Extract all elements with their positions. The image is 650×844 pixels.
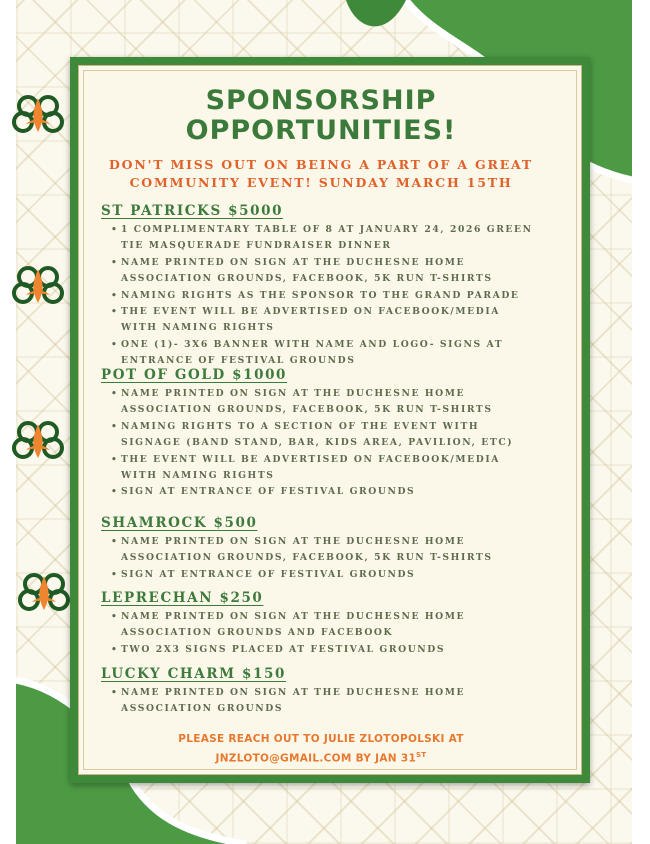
subtitle-line-2: COMMUNITY EVENT! SUNDAY MARCH 15TH (129, 175, 513, 190)
tier-benefits-list (101, 222, 541, 370)
shamrock-fleur-icon (12, 418, 64, 464)
list-item: • THE EVENT WILL BE ADVERTISED ON FACEBOOK/MEDIA WITH NAMING RIGHTS (121, 452, 541, 485)
tier-section-leprechan (101, 587, 541, 658)
list-item: • NAME PRINTED ON SIGN AT THE DUCHESNE HOME ASSOCIATION GROUNDS AND FACEBOOK (121, 609, 541, 642)
tier-section-lucky-charm (101, 663, 541, 718)
tier-heading: SHAMROCK $500 (101, 515, 258, 531)
footer-superscript: ST (416, 751, 427, 759)
list-item: • THE EVENT WILL BE ADVERTISED ON FACEBOOK/MEDIA WITH NAMING RIGHTS (121, 304, 541, 337)
tier-benefits-list (101, 386, 541, 501)
subtitle-line-1: DON'T MISS OUT ON BEING A PART OF A GREAT (109, 157, 533, 172)
list-item: • NAME PRINTED ON SIGN AT THE DUCHESNE HOME ASSOCIATION GROUNDS (121, 685, 541, 718)
title-line-1: SPONSORSHIP (205, 85, 437, 116)
shamrock-fleur-icon (12, 263, 64, 309)
list-item: • 1 COMPLIMENTARY TABLE OF 8 AT JANUARY 24, 2026 GREEN TIE MASQUERADE FUNDRAISER DINNER (121, 222, 541, 255)
list-item: • NAMING RIGHTS TO A SECTION OF THE EVENT WITH SIGNAGE (BAND STAND, BAR, KIDS AREA, PAVILION, ETC) (121, 419, 541, 452)
shamrock-fleur-icon (18, 570, 70, 616)
tier-benefits-list (101, 685, 541, 718)
tier-section-shamrock (101, 512, 541, 583)
contact-footer (101, 731, 541, 767)
green-frame (70, 57, 590, 783)
tier-heading: POT OF GOLD $1000 (101, 367, 288, 383)
flyer-content (101, 85, 541, 765)
footer-line-2 (101, 747, 541, 767)
list-item: • NAME PRINTED ON SIGN AT THE DUCHESNE HOME ASSOCIATION GROUNDS, FACEBOOK, 5K RUN T-SHIRTS (121, 255, 541, 288)
subtitle (101, 156, 541, 192)
tier-heading: ST PATRICKS $5000 (101, 203, 284, 219)
shamrock-fleur-icon (12, 92, 64, 138)
tier-heading: LEPRECHAN $250 (101, 590, 264, 606)
list-item: • SIGN AT ENTRANCE OF FESTIVAL GROUNDS (121, 567, 541, 583)
list-item: • NAMING RIGHTS AS THE SPONSOR TO THE GRAND PARADE (121, 288, 541, 304)
content-panel (78, 65, 582, 775)
page-title (101, 86, 541, 146)
tier-section-st-patricks (101, 200, 541, 370)
footer-email-deadline: JNZLOTO@GMAIL.COM BY JAN 31 (215, 752, 417, 765)
list-item: • TWO 2X3 SIGNS PLACED AT FESTIVAL GROUNDS (121, 642, 541, 658)
tier-benefits-list (101, 534, 541, 583)
tier-section-pot-of-gold (101, 364, 541, 501)
list-item: • SIGN AT ENTRANCE OF FESTIVAL GROUNDS (121, 484, 541, 500)
list-item: • NAME PRINTED ON SIGN AT THE DUCHESNE HOME ASSOCIATION GROUNDS, FACEBOOK, 5K RUN T-SHIRTS (121, 386, 541, 419)
tier-heading: LUCKY CHARM $150 (101, 666, 286, 682)
footer-line-1: PLEASE REACH OUT TO JULIE ZLOTOPOLSKI AT (178, 733, 464, 745)
list-item: • ONE (1)- 3X6 BANNER WITH NAME AND LOGO- SIGNS AT ENTRANCE OF FESTIVAL GROUNDS (121, 337, 541, 370)
title-line-2: OPPORTUNITIES! (185, 115, 457, 146)
list-item: • NAME PRINTED ON SIGN AT THE DUCHESNE HOME ASSOCIATION GROUNDS, FACEBOOK, 5K RUN T-SHIRTS (121, 534, 541, 567)
tier-benefits-list (101, 609, 541, 658)
